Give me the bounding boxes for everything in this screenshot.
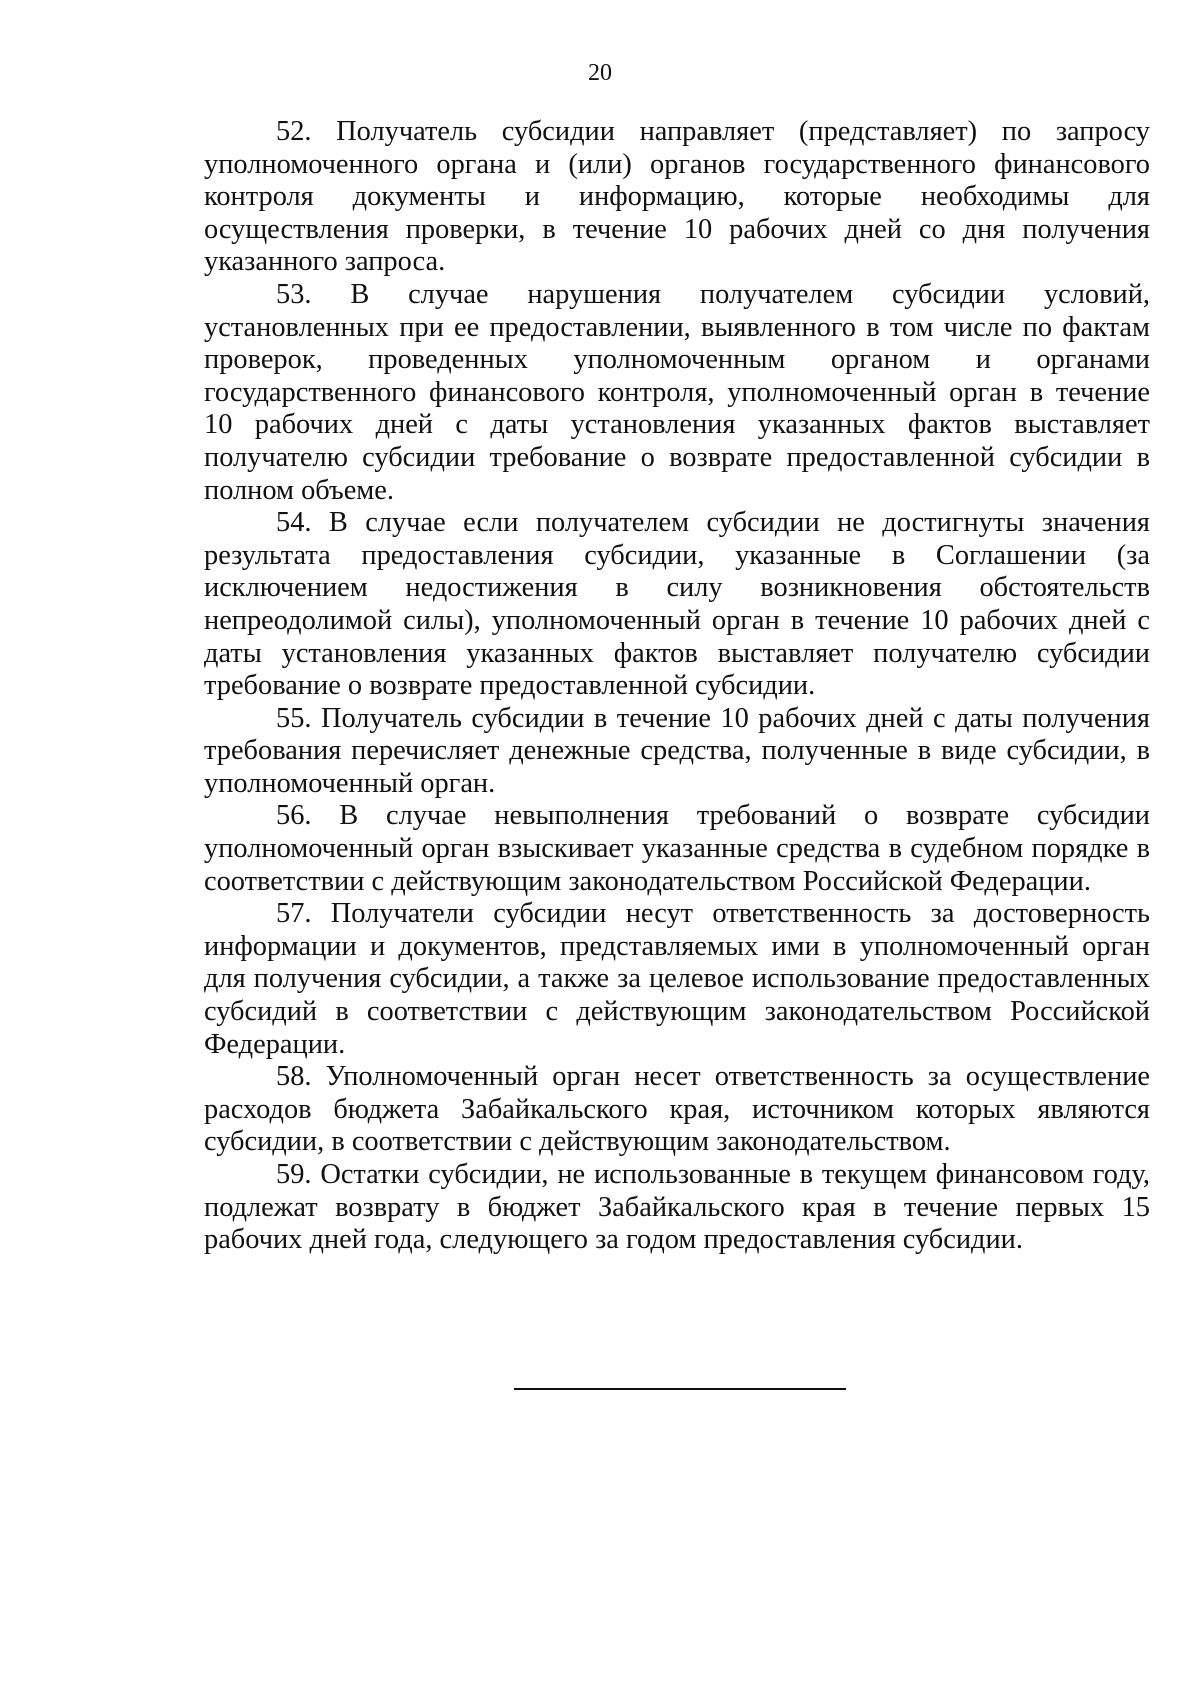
page-number: 20: [588, 60, 612, 86]
paragraph-54: 54. В случае если получателем субсидии не достигнуты значения результата предоставления субсидии, указанные в Соглашении (за исключением недостижения в силу возникновения обстоятельств непреодолимой силы), уполномоченный орган в течение 10 рабочих дней с даты установления указанных фактов выставляет получателю субсидии требование о возврате предоставленной субсидии.: [204, 507, 1150, 702]
paragraph-58: 58. Уполномоченный орган несет ответственность за осуществление расходов бюджета Забайкальского края, источником которых являются субсидии, в соответствии с действующим законодательством.: [204, 1061, 1150, 1158]
paragraph-59: 59. Остатки субсидии, не использованные в текущем финансовом году, подлежат возврату в бюджет Забайкальского края в течение первых 15 рабочих дней года, следующего за годом предоставления субсидии.: [204, 1159, 1150, 1256]
paragraph-52: 52. Получатель субсидии направляет (представляет) по запросу уполномоченного органа и (или) органов государственного финансового контроля документы и информацию, которые необходимы для осуществления проверки, в течение 10 рабочих дней со дня получения указанного запроса.: [204, 116, 1150, 278]
paragraph-55: 55. Получатель субсидии в течение 10 рабочих дней с даты получения требования перечисляет денежные средства, полученные в виде субсидии, в уполномоченный орган.: [204, 702, 1150, 799]
paragraph-56: 56. В случае невыполнения требований о возврате субсидии уполномоченный орган взыскивает указанные средства в судебном порядке в соответствии с действующим законодательством Российской Федерации.: [204, 800, 1150, 897]
end-divider-line: [514, 1388, 846, 1390]
paragraph-57: 57. Получатели субсидии несут ответственность за достоверность информации и документов, представляемых ими в уполномоченный орган для получения субсидии, а также за целевое использование предоставленных субсидий в соответствии с действующим законодательством Российской Федерации.: [204, 898, 1150, 1060]
paragraph-53: 53. В случае нарушения получателем субсидии условий, установленных при ее предоставлении, выявленного в том числе по фактам проверок, проведенных уполномоченным органом и органами государственного финансового контроля, уполномоченный орган в течение 10 рабочих дней с даты установления указанных фактов выставляет получателю субсидии требование о возврате предоставленной субсидии в полном объеме.: [204, 278, 1150, 506]
document-body: [204, 116, 1150, 1257]
